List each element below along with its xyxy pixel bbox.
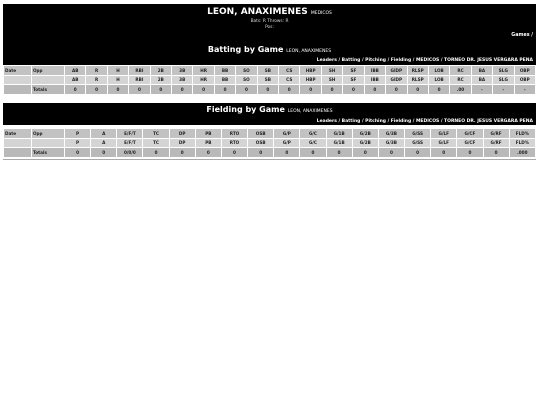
batting-header-cell[interactable]: OBP [514,66,535,76]
batting-header-row [4,66,536,76]
fielding-header-cell[interactable]: OSB [248,129,274,139]
batting-title [3,45,536,54]
batting-header-cell[interactable]: RLSP [407,66,428,76]
fielding-header-cell[interactable]: G/C [300,129,326,139]
batting-title-text: Batting by Game [207,45,284,54]
batting-header-cell[interactable]: HBP [300,66,321,76]
fielding-header-cell[interactable]: A [91,129,117,139]
fielding-title-text: Fielding by Game [206,105,285,114]
batting-subheader-row [4,75,536,85]
batting-header-cell[interactable]: CS [279,66,300,76]
batting-subheader-cell: BB [214,75,235,85]
fielding-subheader-cell [4,138,32,148]
batting-subheader-cell: OBP [514,75,535,85]
batting-header-cell[interactable]: 3B [172,66,193,76]
player-name-line [3,7,536,17]
batting-header-cell[interactable]: GIDP [386,66,407,76]
batting-totals-cell: 0 [86,85,107,95]
batting-totals-cell: 0 [364,85,385,95]
batting-header-cell[interactable]: BA [471,66,492,76]
fielding-subheader-cell: G/3B [378,138,404,148]
fielding-totals-cell: 0 [65,148,91,158]
batting-totals-cell: 0 [172,85,193,95]
batting-header-cell[interactable]: IBB [364,66,385,76]
batting-totals-cell: 0 [129,85,150,95]
fielding-subtitle: LEON, ANAXIMENES [287,109,333,114]
fielding-subheader-cell: FLD% [509,138,535,148]
batting-header-cell[interactable]: R [86,66,107,76]
batting-subheader-cell: IBB [364,75,385,85]
player-team[interactable]: MEDICOS [310,11,332,16]
fielding-subheader-cell: G/P [274,138,300,148]
batting-totals-cell: 0 [257,85,278,95]
fielding-header-cell[interactable]: G/RF [483,129,509,139]
batting-totals-cell: - [514,85,535,95]
fielding-subheader-cell [32,138,65,148]
batting-header-cell[interactable]: 2B [150,66,171,76]
batting-totals-cell: 0 [236,85,257,95]
batting-header-cell[interactable]: BB [214,66,235,76]
batting-subheader-cell: 2B [150,75,171,85]
fielding-totals-cell: Totals [32,148,65,158]
batting-totals-cell: 0 [65,85,86,95]
fielding-totals-cell: 0 [300,148,326,158]
fielding-subheader-cell: G/SS [405,138,431,148]
fielding-subheader-cell: G/CF [457,138,483,148]
fielding-subheader-cell: RTO [221,138,247,148]
fielding-totals-cell: .000 [509,148,535,158]
fielding-header-cell[interactable]: G/SS [405,129,431,139]
batting-subheader-cell: AB [65,75,86,85]
fielding-header-row [4,129,536,139]
batting-subheader-cell: SH [321,75,342,85]
fielding-totals-cell: 0 [274,148,300,158]
fielding-subheader-cell: P [65,138,91,148]
batting-totals-cell: Totals [32,85,65,95]
batting-subheader-cell: SB [257,75,278,85]
batting-subheader-cell: SF [343,75,364,85]
bats-throws: Bats: R Throws: R [250,19,289,24]
batting-totals-cell: 0 [407,85,428,95]
fielding-totals-cell: 0 [248,148,274,158]
batting-header-cell[interactable]: RBI [129,66,150,76]
fielding-totals-row [4,148,536,158]
batting-subheader-cell: RC [450,75,471,85]
batting-subheader-cell [32,75,65,85]
batting-header-cell[interactable]: SLG [493,66,514,76]
fielding-totals-cell: 0 [483,148,509,158]
fielding-header-cell[interactable]: P [65,129,91,139]
batting-totals-cell: 0 [193,85,214,95]
batting-totals-cell: 0 [279,85,300,95]
fielding-header-cell[interactable]: G/1B [326,129,352,139]
batting-totals-cell: .00 [450,85,471,95]
fielding-subheader-cell: OSB [248,138,274,148]
batting-subheader-cell: GIDP [386,75,407,85]
fielding-subheader-cell: G/1B [326,138,352,148]
fielding-totals-cell: 0/0/0 [117,148,143,158]
games-link[interactable]: Games / [511,33,533,38]
fielding-subheader-cell: PB [195,138,221,148]
batting-subheader-cell: BA [471,75,492,85]
fielding-header-cell[interactable]: G/3B [378,129,404,139]
batting-subheader-cell [4,75,32,85]
batting-header-cell[interactable]: SB [257,66,278,76]
batting-subheader-cell: R [86,75,107,85]
batting-subheader-cell: SLG [493,75,514,85]
fielding-header-cell[interactable]: Opp [32,129,65,139]
batting-totals-cell: 0 [214,85,235,95]
fielding-title [3,105,536,114]
batting-header-cell[interactable]: LOB [428,66,449,76]
fielding-table [3,128,536,158]
batting-header-cell[interactable]: HR [193,66,214,76]
batting-subheader-cell: HBP [300,75,321,85]
fielding-totals-cell: 0 [91,148,117,158]
batting-totals-cell: - [493,85,514,95]
fielding-subheader-cell: TC [143,138,169,148]
fielding-header-cell[interactable]: TC [143,129,169,139]
fielding-subheader-cell: G/LF [431,138,457,148]
fielding-subheader-cell: G/2B [352,138,378,148]
batting-totals-cell: 0 [300,85,321,95]
fielding-header-cell[interactable]: E/F/T [117,129,143,139]
batting-totals-cell: 0 [386,85,407,95]
fielding-subheader-cell: G/C [300,138,326,148]
batting-totals-cell [4,85,32,95]
batting-totals-cell: 0 [150,85,171,95]
fielding-subheader-cell: A [91,138,117,148]
fielding-header-cell[interactable]: G/2B [352,129,378,139]
batting-subheader-cell: SO [236,75,257,85]
batting-subheader-cell: H [107,75,128,85]
fielding-nav-links[interactable]: Leaders / Batting / Pitching / Fielding / MEDICOS / TORNEO DR. JESUS VERGARA PENA [316,119,533,124]
fielding-header-cell[interactable]: PB [195,129,221,139]
batting-nav-links[interactable]: Leaders / Batting / Pitching / Fielding / MEDICOS / TORNEO DR. JESUS VERGARA PENA [316,58,533,63]
fielding-totals-cell: 0 [457,148,483,158]
fielding-totals-cell: 0 [326,148,352,158]
batting-totals-cell: 0 [428,85,449,95]
player-name: LEON, ANAXIMENES [207,7,308,17]
batting-subheader-cell: HR [193,75,214,85]
batting-header-cell[interactable]: RC [450,66,471,76]
player-header [3,4,536,66]
batting-header-cell[interactable]: H [107,66,128,76]
batting-subheader-cell: CS [279,75,300,85]
batting-header-cell[interactable]: SO [236,66,257,76]
batting-subheader-cell: 3B [172,75,193,85]
fielding-header [3,103,536,125]
fielding-totals-cell: 0 [378,148,404,158]
fielding-header-cell[interactable]: G/P [274,129,300,139]
fielding-header-cell[interactable]: Date [4,129,32,139]
batting-header-cell[interactable]: SF [343,66,364,76]
divider [3,159,536,160]
fielding-header-cell[interactable]: FLD% [509,129,535,139]
fielding-totals-cell: 0 [221,148,247,158]
batting-table [3,65,536,95]
batting-totals-cell: 0 [343,85,364,95]
fielding-subheader-cell: DP [169,138,195,148]
position: Pos: [265,25,274,30]
batting-header-cell[interactable]: Opp [32,66,65,76]
fielding-header-cell[interactable]: G/LF [431,129,457,139]
fielding-header-cell[interactable]: DP [169,129,195,139]
batting-subheader-cell: LOB [428,75,449,85]
fielding-totals-cell [4,148,32,158]
fielding-subheader-row [4,138,536,148]
batting-header-cell[interactable]: AB [65,66,86,76]
batting-totals-cell: 0 [107,85,128,95]
batting-header-cell[interactable]: Date [4,66,32,76]
fielding-totals-cell: 0 [143,148,169,158]
fielding-subheader-cell: G/RF [483,138,509,148]
fielding-subheader-cell: E/F/T [117,138,143,148]
batting-subheader-cell: RBI [129,75,150,85]
fielding-totals-cell: 0 [431,148,457,158]
batting-totals-row [4,85,536,95]
fielding-totals-cell: 0 [169,148,195,158]
batting-totals-cell: 0 [321,85,342,95]
batting-totals-cell: - [471,85,492,95]
fielding-totals-cell: 0 [405,148,431,158]
fielding-totals-cell: 0 [195,148,221,158]
fielding-header-cell[interactable]: G/CF [457,129,483,139]
fielding-header-cell[interactable]: RTO [221,129,247,139]
fielding-totals-cell: 0 [352,148,378,158]
batting-subheader-cell: RLSP [407,75,428,85]
batting-header-cell[interactable]: SH [321,66,342,76]
batting-subtitle: LEON, ANAXIMENES [286,49,332,54]
